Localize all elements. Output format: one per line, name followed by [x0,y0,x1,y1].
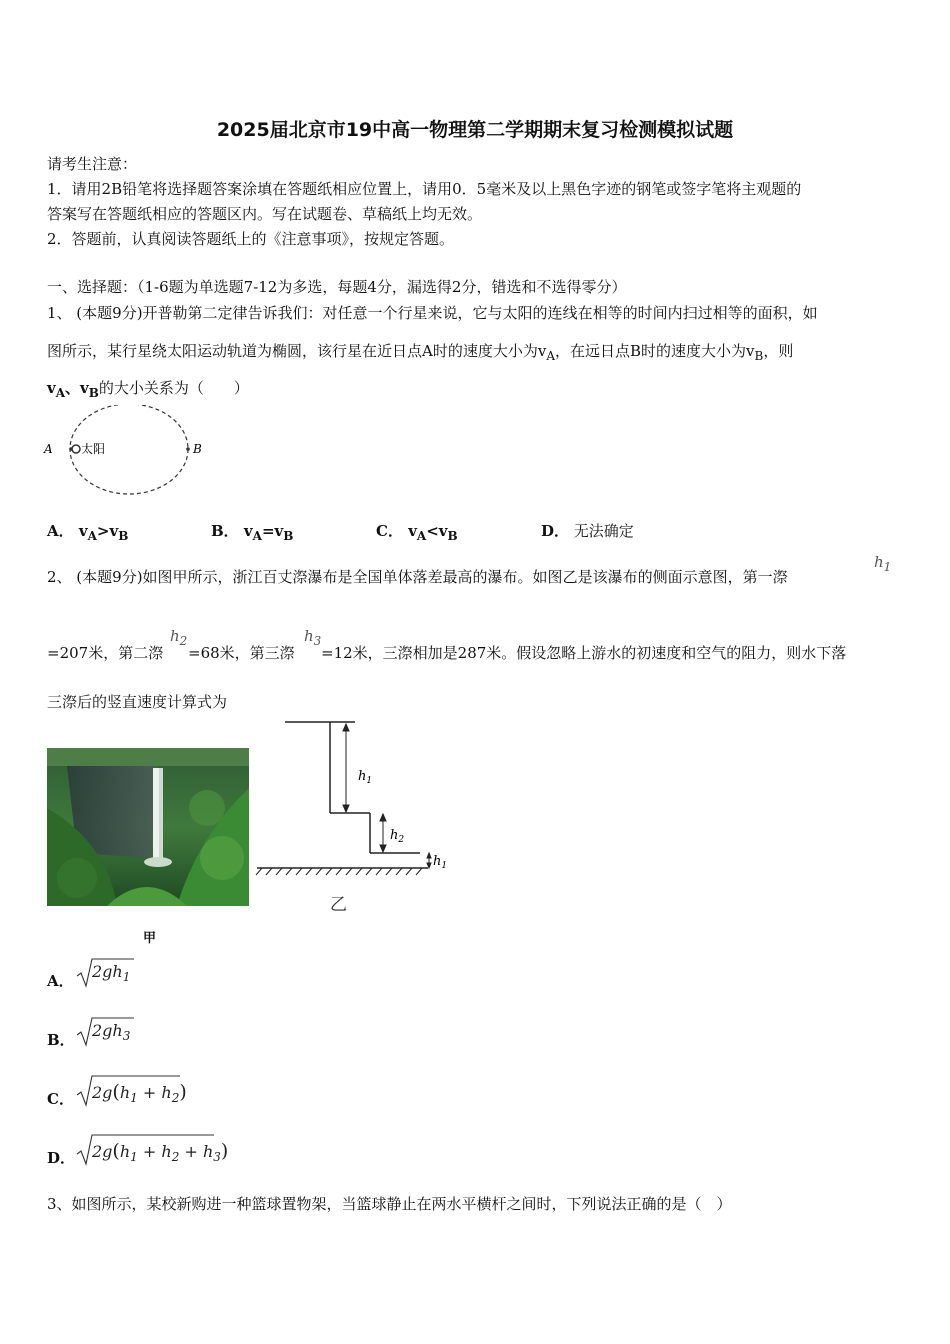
q2-h3-symbol: $h_3$ [304,627,322,648]
waterfall-side-diagram [252,715,452,930]
notice-item-2: 2．答题前，认真阅读答题纸上的《注意事项》，按规定答题。 [47,230,455,248]
q2-line-2: =207米，第二漈 [47,644,164,662]
notice-item-1-line-2: 答案写在答题纸相应的答题区内。写在试题卷、草稿纸上均无效。 [47,205,483,223]
q2-line-2-c: =12米，三漈相加是287米。假设忽略上游水的初速度和空气的阻力，则水下落 [321,644,847,662]
notice-heading: 请考生注意： [47,155,138,173]
q1-option-c[interactable]: C． $v_A<v_B$ [376,522,458,543]
q1-line-3: $v_A$、$v_B$的大小关系为（ ） [47,379,249,400]
q1-option-a[interactable]: A． $v_A>v_B$ [47,522,129,543]
caption-jia: 甲 [143,931,157,946]
q3-line-1: 3、如图所示，某校新购进一种篮球置物架，当篮球静止在两水平横杆之间时，下列说法正确的是（ ） [47,1195,732,1213]
orbit-diagram [40,405,220,500]
label-sun: 太阳 [81,442,106,456]
section-heading: 一、选择题：（1-6题为单选题7-12为多选，每题4分，漏选得2分，错选和不选得零分） [47,278,627,296]
q1-line-2: 图所示，某行星绕太阳运动轨道为椭圆，该行星在近日点A时的速度大小为$v_A$，在远日点B时的速度大小为$v_B$，则 [47,342,794,363]
label-a: A [44,442,53,456]
label-b: B [193,442,202,456]
q2-line-3: 三漈后的竖直速度计算式为 [47,693,228,711]
diagram-label-h2: $h_2$ [390,828,405,845]
q1-option-b[interactable]: B． $v_A=v_B$ [211,522,294,543]
q2-line-2-b: =68米，第三漈 [188,644,295,662]
q2-option-b-key: B． [47,1031,75,1049]
waterfall-photo [47,748,249,906]
diagram-label-h3: $h_1$ [433,854,448,871]
q1-line-1: 1、 (本题9分)开普勒第二定律告诉我们：对任意一个行星来说，它与太阳的连线在相等的时间内扫过相等的面积，如 [47,304,818,322]
q2-option-c-key: C． [47,1090,74,1108]
q2-h2-symbol: $h_2$ [170,627,188,648]
q1-option-d[interactable]: D． 无法确定 [541,522,634,540]
q2-h1-symbol: $h_1$ [874,553,892,574]
diagram-label-h1: $h_1$ [358,769,373,786]
q2-option-a-key: A． [47,972,74,990]
notice-item-1-line-1: 1．请用2B铅笔将选择题答案涂填在答题纸相应位置上，请用0．5毫米及以上黑色字迹的钢笔或签字笔将主观题的 [47,180,802,198]
sun-icon [72,445,80,453]
q2-option-d-key: D． [47,1149,76,1167]
point-b [186,447,190,451]
page-title: 2025届北京市19中高一物理第二学期期末复习检测模拟试题 [216,119,734,141]
caption-yi: 乙 [330,895,347,915]
q2-line-1: 2、 (本题9分)如图甲所示，浙江百丈漈瀑布是全国单体落差最高的瀑布。如图乙是该瀑布的侧面示意图，第一漈 [47,568,788,586]
